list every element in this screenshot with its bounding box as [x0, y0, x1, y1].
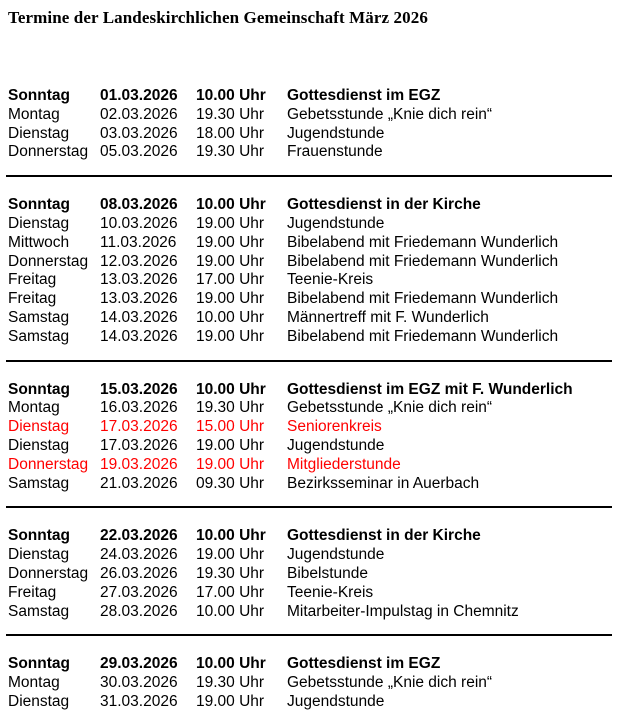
- date-cell: 05.03.2026: [100, 143, 178, 161]
- event-row: [8, 693, 612, 712]
- time-cell: 19.00 Uhr: [196, 455, 265, 473]
- date-cell: 21.03.2026: [100, 474, 178, 492]
- event-cell: Jugendstunde: [287, 546, 385, 564]
- week-separator: [6, 634, 612, 636]
- day-cell: Dienstag: [8, 418, 70, 436]
- event-cell: Jugendstunde: [287, 692, 385, 710]
- event-row: [8, 271, 612, 290]
- day-cell: Sonntag: [8, 380, 70, 398]
- event-cell: Gottesdienst im EGZ: [287, 87, 441, 104]
- event-row: [8, 418, 612, 437]
- event-row: [8, 527, 612, 546]
- day-cell: Donnerstag: [8, 455, 89, 473]
- week-separator: [6, 506, 612, 508]
- event-cell: Gottesdienst im EGZ: [287, 655, 441, 673]
- time-cell: 10.00 Uhr: [196, 87, 266, 104]
- date-cell: 16.03.2026: [100, 399, 178, 417]
- event-cell: Mitgliederstunde: [287, 455, 401, 473]
- event-cell: Seniorenkreis: [287, 418, 382, 436]
- event-cell: Mitarbeiter-Impulstag in Chemnitz: [287, 602, 519, 620]
- event-cell: Männertreff mit F. Wunderlich: [287, 308, 489, 326]
- event-row: [8, 456, 612, 475]
- event-cell: Bibelstunde: [287, 564, 369, 582]
- week-table: [8, 655, 612, 711]
- date-cell: 22.03.2026: [100, 527, 178, 545]
- day-cell: Donnerstag: [8, 143, 89, 161]
- week-table: [8, 87, 612, 162]
- event-cell: Bibelabend mit Friedemann Wunderlich: [287, 233, 559, 251]
- event-row: [8, 437, 612, 456]
- time-cell: 19.00 Uhr: [196, 546, 265, 564]
- event-row: [8, 603, 612, 622]
- event-cell: Gottesdienst im EGZ mit F. Wunderlich: [287, 380, 573, 398]
- time-cell: 10.00 Uhr: [196, 527, 266, 545]
- date-cell: 13.03.2026: [100, 290, 178, 308]
- event-cell: Gebetsstunde „Knie dich rein“: [287, 105, 493, 123]
- event-cell: Bibelabend mit Friedemann Wunderlich: [287, 327, 559, 345]
- event-row: [8, 475, 612, 494]
- day-cell: Sonntag: [8, 655, 70, 673]
- day-cell: Dienstag: [8, 124, 70, 142]
- time-cell: 19.00 Uhr: [196, 233, 265, 251]
- event-row: [8, 655, 612, 674]
- event-cell: Gebetsstunde „Knie dich rein“: [287, 674, 493, 692]
- day-cell: Samstag: [8, 474, 70, 492]
- time-cell: 19.30 Uhr: [196, 674, 265, 692]
- day-cell: Dienstag: [8, 546, 70, 564]
- day-cell: Montag: [8, 399, 60, 417]
- date-cell: 26.03.2026: [100, 564, 178, 582]
- day-cell: Samstag: [8, 602, 70, 620]
- date-cell: 10.03.2026: [100, 214, 178, 232]
- event-row: [8, 125, 612, 144]
- time-cell: 19.30 Uhr: [196, 399, 265, 417]
- event-cell: Gottesdienst in der Kirche: [287, 527, 481, 545]
- date-cell: 30.03.2026: [100, 674, 178, 692]
- day-cell: Freitag: [8, 583, 57, 601]
- time-cell: 10.00 Uhr: [196, 655, 266, 673]
- time-cell: 19.30 Uhr: [196, 105, 265, 123]
- event-cell: Jugendstunde: [287, 214, 385, 232]
- event-cell: Bibelabend mit Friedemann Wunderlich: [287, 290, 559, 308]
- event-cell: Gottesdienst in der Kirche: [287, 196, 481, 214]
- event-row: [8, 196, 612, 215]
- event-row: [8, 253, 612, 272]
- time-cell: 19.00 Uhr: [196, 214, 265, 232]
- event-row: [8, 674, 612, 693]
- day-cell: Freitag: [8, 271, 57, 289]
- day-cell: Sonntag: [8, 196, 70, 214]
- date-cell: 03.03.2026: [100, 124, 178, 142]
- event-row: [8, 381, 612, 400]
- time-cell: 19.00 Uhr: [196, 252, 265, 270]
- date-cell: 27.03.2026: [100, 583, 178, 601]
- time-cell: 10.00 Uhr: [196, 308, 265, 326]
- event-row: [8, 328, 612, 347]
- day-cell: Dienstag: [8, 214, 70, 232]
- event-cell: Gebetsstunde „Knie dich rein“: [287, 399, 493, 417]
- time-cell: 19.00 Uhr: [196, 436, 265, 454]
- week-table: [8, 196, 612, 346]
- week-separator: [6, 175, 612, 177]
- event-row: [8, 215, 612, 234]
- weeks-container: [8, 87, 614, 712]
- page-title: Termine der Landeskirchlichen Gemeinschaft März 2026: [8, 8, 428, 27]
- event-cell: Jugendstunde: [287, 436, 385, 454]
- day-cell: Dienstag: [8, 436, 70, 454]
- event-cell: Bibelabend mit Friedemann Wunderlich: [287, 252, 559, 270]
- day-cell: Sonntag: [8, 87, 70, 104]
- week-table: [8, 381, 612, 494]
- time-cell: 10.00 Uhr: [196, 380, 266, 398]
- date-cell: 24.03.2026: [100, 546, 178, 564]
- date-cell: 08.03.2026: [100, 196, 178, 214]
- day-cell: Montag: [8, 105, 60, 123]
- event-row: [8, 106, 612, 125]
- date-cell: 13.03.2026: [100, 271, 178, 289]
- event-row: [8, 584, 612, 603]
- date-cell: 02.03.2026: [100, 105, 178, 123]
- time-cell: 19.30 Uhr: [196, 143, 265, 161]
- time-cell: 19.30 Uhr: [196, 564, 265, 582]
- event-cell: Jugendstunde: [287, 124, 385, 142]
- event-row: [8, 143, 612, 162]
- day-cell: Samstag: [8, 308, 70, 326]
- time-cell: 10.00 Uhr: [196, 196, 266, 214]
- date-cell: 12.03.2026: [100, 252, 178, 270]
- date-cell: 01.03.2026: [100, 87, 178, 104]
- event-row: [8, 399, 612, 418]
- event-row: [8, 290, 612, 309]
- time-cell: 15.00 Uhr: [196, 418, 265, 436]
- date-cell: 14.03.2026: [100, 308, 178, 326]
- time-cell: 19.00 Uhr: [196, 290, 265, 308]
- day-cell: Montag: [8, 674, 60, 692]
- week-table: [8, 527, 612, 621]
- time-cell: 18.00 Uhr: [196, 124, 265, 142]
- day-cell: Samstag: [8, 327, 70, 345]
- day-cell: Freitag: [8, 290, 57, 308]
- date-cell: 17.03.2026: [100, 436, 178, 454]
- day-cell: Sonntag: [8, 527, 70, 545]
- date-cell: 14.03.2026: [100, 327, 178, 345]
- day-cell: Dienstag: [8, 692, 70, 710]
- event-cell: Bezirksseminar in Auerbach: [287, 474, 480, 492]
- event-cell: Teenie-Kreis: [287, 271, 374, 289]
- date-cell: 29.03.2026: [100, 655, 178, 673]
- time-cell: 17.00 Uhr: [196, 583, 265, 601]
- event-row: [8, 234, 612, 253]
- date-cell: 28.03.2026: [100, 602, 178, 620]
- day-cell: Mittwoch: [8, 233, 70, 251]
- week-separator: [6, 360, 612, 362]
- date-cell: 31.03.2026: [100, 692, 178, 710]
- event-row: [8, 87, 612, 106]
- event-row: [8, 309, 612, 328]
- event-row: [8, 565, 612, 584]
- time-cell: 09.30 Uhr: [196, 474, 265, 492]
- event-cell: Teenie-Kreis: [287, 583, 374, 601]
- date-cell: 19.03.2026: [100, 455, 178, 473]
- date-cell: 11.03.2026: [100, 233, 177, 251]
- time-cell: 10.00 Uhr: [196, 602, 265, 620]
- time-cell: 17.00 Uhr: [196, 271, 265, 289]
- day-cell: Donnerstag: [8, 564, 89, 582]
- day-cell: Donnerstag: [8, 252, 89, 270]
- date-cell: 17.03.2026: [100, 418, 178, 436]
- time-cell: 19.00 Uhr: [196, 327, 265, 345]
- event-row: [8, 546, 612, 565]
- date-cell: 15.03.2026: [100, 380, 178, 398]
- event-cell: Frauenstunde: [287, 143, 383, 161]
- time-cell: 19.00 Uhr: [196, 692, 265, 710]
